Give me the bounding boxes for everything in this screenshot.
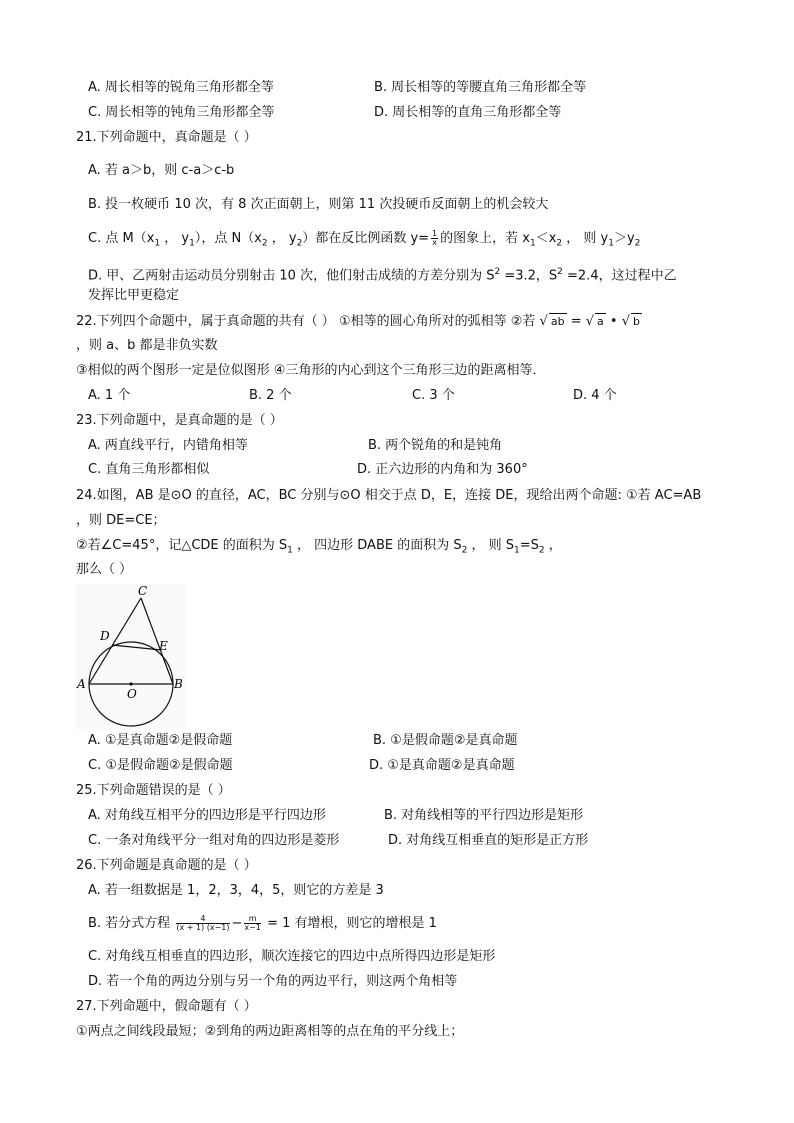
q25-option-c: C. 一条对角线平分一组对角的四边形是菱形 (88, 833, 340, 848)
circle-triangle-figure (76, 584, 186, 729)
q24-option-c: C. ①是假命题②是假命题 (88, 758, 233, 773)
q27-line2: ①两点之间线段最短；②到角的两边距离相等的点在角的平分线上； (76, 1024, 464, 1039)
q26-option-b: B. 若分式方程 $\frac{4}{(x + 1) (x-1)}$ − $\frac{m}{x-1}$ = 1 有增根，则它的增根是 1 (88, 914, 437, 932)
q20-option-b: B. 周长相等的等腰直角三角形都全等 (374, 80, 587, 95)
q23-option-c: C. 直角三角形都相似 (88, 462, 210, 477)
q23-option-a: A. 两直线平行，内错角相等 (88, 438, 248, 453)
q27-stem: 27.下列命题中，假命题有（ ） (76, 999, 257, 1014)
q22-option-c: C. 3 个 (412, 388, 455, 403)
q25-option-d: D. 对角线互相垂直的矩形是正方形 (388, 833, 589, 848)
q24-option-b: B. ①是假命题②是真命题 (373, 733, 518, 748)
q24-line2: ，则 DE=CE； (76, 513, 166, 528)
center-point-o (129, 682, 132, 685)
fraction-one: $\frac{4}{(x + 1) (x-1)}$ (176, 914, 230, 932)
q21-option-b: B. 投一枚硬币 10 次，有 8 次正面朝上，则第 11 次投硬币反面朝上的机会较大 (88, 197, 549, 212)
q24-line3: ②若∠C=45°，记△CDE 的面积为 $S_1$ ， 四边形 DABE 的面积为 $S_2$ ， 则 $S_1=S_2$ ， (76, 538, 562, 556)
q20-option-c: C. 周长相等的钝角三角形都全等 (88, 105, 275, 120)
q21-stem: 21.下列命题中，真命题是（ ） (76, 130, 257, 145)
q20-option-a: A. 周长相等的锐角三角形都全等 (88, 80, 274, 95)
q25-option-a: A. 对角线互相平分的四边形是平行四边形 (88, 808, 326, 823)
q26-option-c: C. 对角线互相垂直的四边形，顺次连接它的四边中点所得四边形是矩形 (88, 949, 496, 964)
q22-line2: ，则 a、b 都是非负实数 (76, 338, 218, 353)
label-c: C (138, 584, 148, 598)
q24-option-a: A. ①是真命题②是假命题 (88, 733, 233, 748)
q26-option-a: A. 若一组数据是 1，2，3，4，5，则它的方差是 3 (88, 883, 384, 898)
q21-option-c: C. 点 $M(x_1$ ， $y_1$），点 $N(x_2$ ， $y_2$）都在反比例函数 y= $\frac{1}{x}$ 的图象上，若 $x_1<x_2$ ， 则 $y_1>y_2$ (88, 229, 641, 249)
q24-stem: 24.如图，AB 是⊙O 的直径，AC，BC 分别与⊙O 相交于点 D，E，连接 DE，现给出两个命题: ①若 AC=AB (76, 488, 702, 503)
q24-line4: 那么（ ） (76, 562, 133, 577)
inverse-fraction: $\frac{1}{x}$ (432, 229, 438, 247)
label-o: O (127, 687, 137, 701)
q25-option-b: B. 对角线相等的平行四边形是矩形 (384, 808, 584, 823)
label-e: E (159, 639, 168, 653)
q22-stem: 22.下列四个命题中，属于真命题的共有（ ） ①相等的圆心角所对的弧相等 ②若 √ ab = √ a • √ b (76, 314, 640, 329)
q21-option-d: D. 甲、乙两射击运动员分别射击 10 次，他们射击成绩的方差分别为 $S^2 =3.2$，$S^2 =2.4$，这过程中乙 (88, 267, 677, 284)
q25-stem: 25.下列命题错误的是（ ） (76, 783, 231, 798)
label-b: B (174, 677, 183, 691)
q22-option-d: D. 4 个 (573, 388, 617, 403)
q22-option-a: A. 1 个 (88, 388, 131, 403)
q22-option-b: B. 2 个 (249, 388, 292, 403)
fraction-two: $\frac{m}{x-1}$ (244, 914, 261, 932)
q23-option-d: D. 正六边形的内角和为 360° (357, 462, 528, 477)
q26-stem: 26.下列命题是真命题的是（ ） (76, 858, 257, 873)
q23-stem: 23.下列命题中，是真命题的是（ ） (76, 413, 283, 428)
q21-option-a: A. 若 a＞b，则 c-a＞c-b (88, 163, 235, 178)
figure-background (76, 584, 186, 729)
q20-option-d: D. 周长相等的直角三角形都全等 (374, 105, 562, 120)
q26-option-d: D. 若一个角的两边分别与另一个角的两边平行，则这两个角相等 (88, 974, 458, 989)
label-a: A (77, 677, 86, 691)
q21-option-d-cont: 发挥比甲更稳定 (88, 288, 180, 303)
q23-option-b: B. 两个锐角的和是钝角 (368, 438, 503, 453)
q24-option-d: D. ①是真命题②是真命题 (369, 758, 515, 773)
q22-line3: ③相似的两个图形一定是位似图形 ④三角形的内心到这个三角形三边的距离相等． (76, 363, 546, 378)
label-d: D (100, 629, 110, 643)
